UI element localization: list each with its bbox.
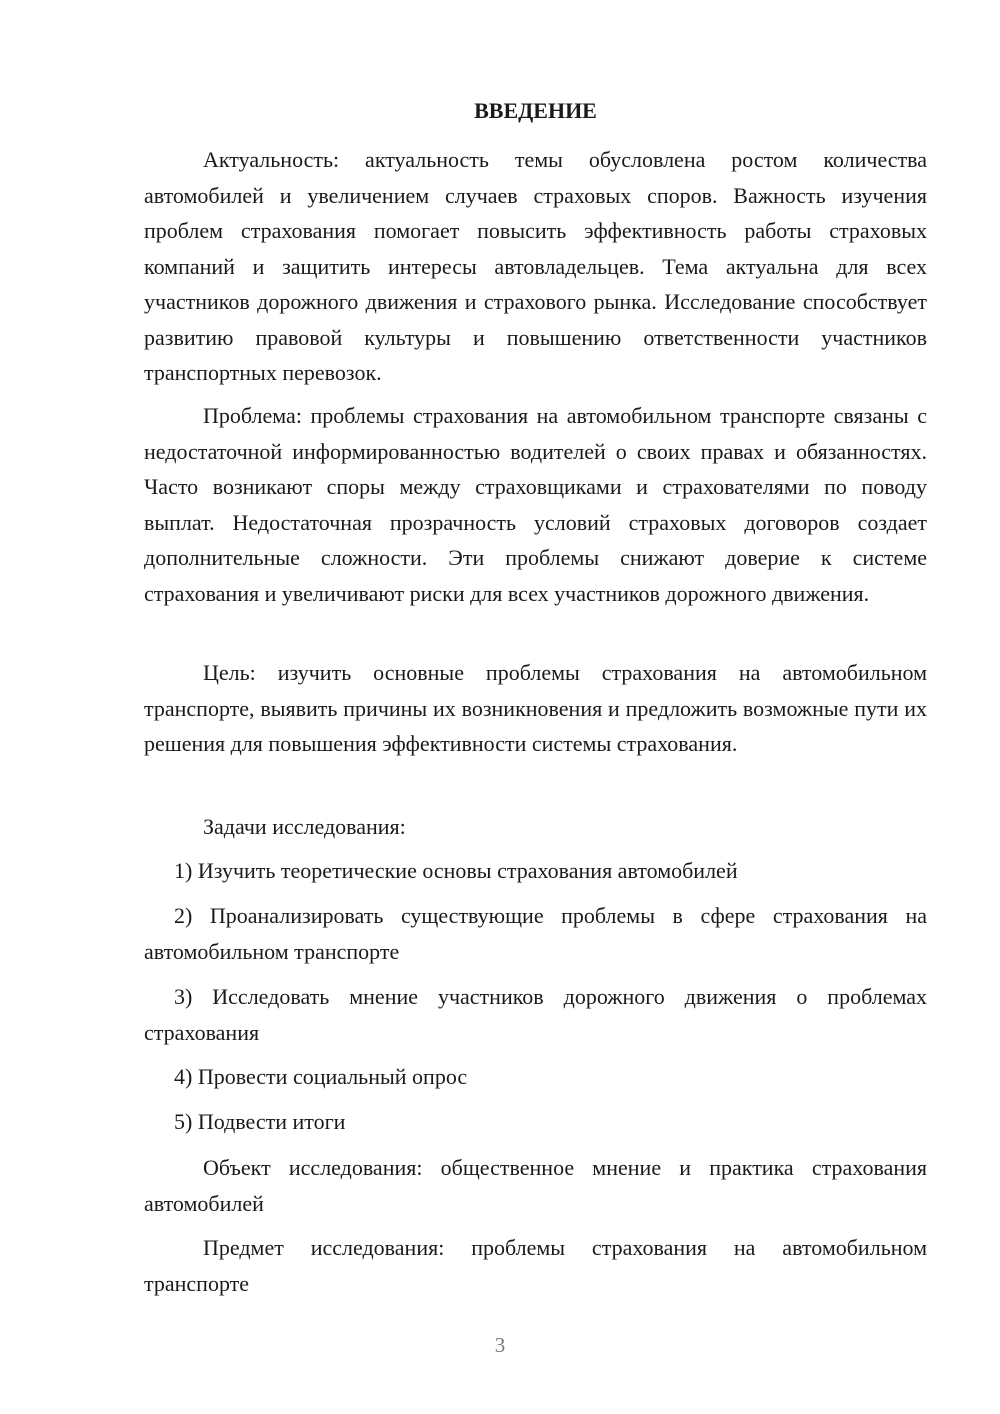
- tasks-heading: Задачи исследования:: [203, 814, 406, 839]
- object-paragraph: Объект исследования: общественное мнение и практика страхования автомобилей: [144, 1155, 927, 1216]
- task-item: 1) Изучить теоретические основы страхования автомобилей: [174, 858, 738, 883]
- task-item: 5) Подвести итоги: [174, 1109, 346, 1134]
- goal-paragraph: Цель: изучить основные проблемы страхования на автомобильном транспорте, выявить причины их возникновения и предложить возможные пути их решения для повышения эффективности системы страхования.: [144, 660, 927, 756]
- task-item: 3) Исследовать мнение участников дорожного движения о проблемах страхования: [144, 984, 927, 1045]
- subject-paragraph: Предмет исследования: проблемы страхования на автомобильном транспорте: [144, 1235, 927, 1296]
- page-number: 3: [494, 1333, 506, 1357]
- relevance-paragraph: Актуальность: актуальность темы обусловлена ростом количества автомобилей и увеличением случаев страховых споров. Важность изучения проблем страхования помогает повысить эффективность работы страховых компаний и защитить интересы автовладельцев. Тема актуальна для всех участников дорожного движения и страхового рынка. Исследование способствует развитию правовой культуры и повышению ответственности участников транспортных перевозок.: [144, 147, 927, 385]
- problem-paragraph: Проблема: проблемы страхования на автомобильном транспорте связаны с недостаточной информированностью водителей о своих правах и обязанностях. Часто возникают споры между страховщиками и страхователями по поводу выплат. Недостаточная прозрачность условий страховых договоров создает дополнительные сложности. Эти проблемы снижают доверие к системе страхования и увеличивают риски для всех участников дорожного движения.: [144, 403, 927, 606]
- task-item: 2) Проанализировать существующие проблемы в сфере страхования на автомобильном транспорте: [144, 903, 927, 964]
- task-item: 4) Провести социальный опрос: [174, 1064, 468, 1089]
- page-title: ВВЕДЕНИЕ: [474, 98, 597, 123]
